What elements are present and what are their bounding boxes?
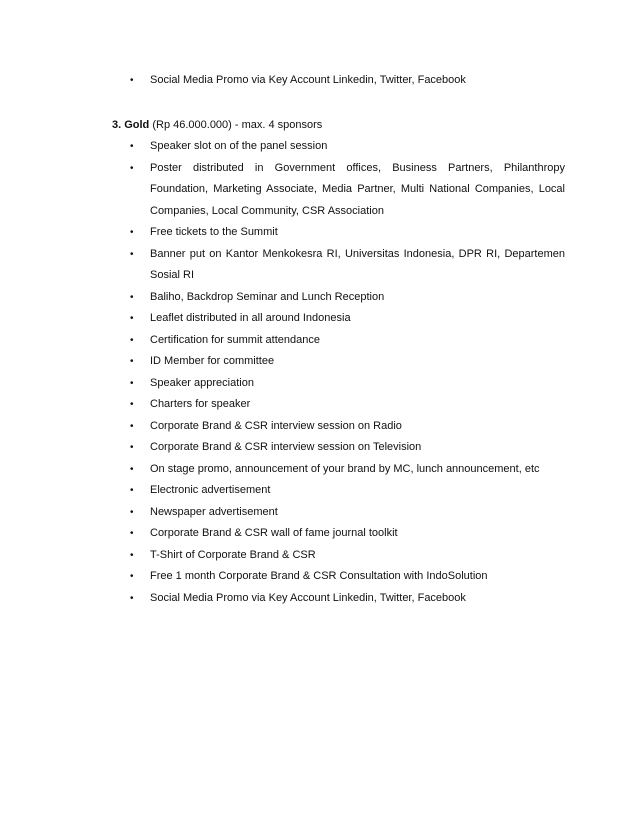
list-item-text: Free 1 month Corporate Brand & CSR Consultation with IndoSolution [150,570,488,582]
gold-tier-title: 3. Gold [112,119,150,131]
list-item [0,394,565,416]
list-item [0,416,565,438]
bullet-icon: • [130,291,134,303]
bullet-icon: • [130,162,134,174]
list-item-text: Social Media Promo via Key Account Linkedin, Twitter, Facebook [150,591,466,604]
list-item [0,459,565,481]
gold-tier-heading [112,115,322,137]
gold-tier-price: (Rp 46.000.000) - max. 4 sponsors [149,119,323,131]
list-item [0,136,565,158]
bullet-icon: • [130,227,134,238]
list-item-text: Poster distributed in Government offices, Business Partners, Philanthropy Foundation, Marketing Associate, Media Partner, Multi National Companies, Local Companies, Local Community, CSR Association [150,161,565,217]
bullet-icon: • [130,377,134,389]
list-item [0,588,565,610]
list-item-text: Speaker appreciation [150,376,254,389]
previous-tier-benefit-list [0,70,638,92]
list-item [0,287,565,309]
bullet-icon: • [130,549,134,561]
bullet-icon: • [130,248,134,260]
bullet-icon: • [130,313,134,324]
list-item-text: Corporate Brand & CSR wall of fame journal toolkit [150,527,398,539]
list-item [0,502,565,524]
list-item-text: Certification for summit attendance [150,333,320,346]
list-item-text: Baliho, Backdrop Seminar and Lunch Reception [150,290,385,303]
list-item-text: Banner put on Kantor Menkokesra RI, Universitas Indonesia, DPR RI, Departemen Sosial RI [150,247,565,281]
list-item-text: On stage promo, announcement of your brand by MC, lunch announcement, etc [150,462,540,475]
bullet-icon: • [130,506,134,518]
list-item-text: Social Media Promo via Key Account Linkedin, Twitter, Facebook [150,74,466,86]
list-item [0,566,565,588]
list-item [0,244,565,287]
list-item-text: Newspaper advertisement [150,505,278,518]
list-item-text: Electronic advertisement [150,484,271,496]
list-item-text: Corporate Brand & CSR interview session on Television [150,441,422,453]
bullet-icon: • [130,334,134,346]
bullet-icon: • [130,141,134,152]
list-item-text: Speaker slot on of the panel session [150,140,328,152]
list-item [0,70,565,92]
gold-tier-benefit-list [0,136,638,609]
bullet-icon: • [130,442,134,453]
list-item [0,158,565,223]
list-item [0,351,565,373]
list-item [0,523,565,545]
bullet-icon: • [130,485,134,496]
list-item-text: Charters for speaker [150,398,251,410]
list-item [0,480,565,502]
bullet-icon: • [130,571,134,582]
list-item-text: Leaflet distributed in all around Indonesia [150,312,351,324]
bullet-icon: • [130,356,134,367]
list-item-text: Free tickets to the Summit [150,226,278,238]
bullet-icon: • [130,528,134,539]
list-item-text: T-Shirt of Corporate Brand & CSR [150,548,316,561]
list-item [0,330,565,352]
bullet-icon: • [130,420,134,432]
list-item [0,373,565,395]
bullet-icon: • [130,463,134,475]
list-item [0,437,565,459]
list-item [0,222,565,244]
bullet-icon: • [130,75,134,86]
bullet-icon: • [130,592,134,604]
list-item [0,545,565,567]
list-item [0,308,565,330]
list-item-text: ID Member for committee [150,355,275,367]
list-item-text: Corporate Brand & CSR interview session on Radio [150,419,402,432]
bullet-icon: • [130,399,134,410]
